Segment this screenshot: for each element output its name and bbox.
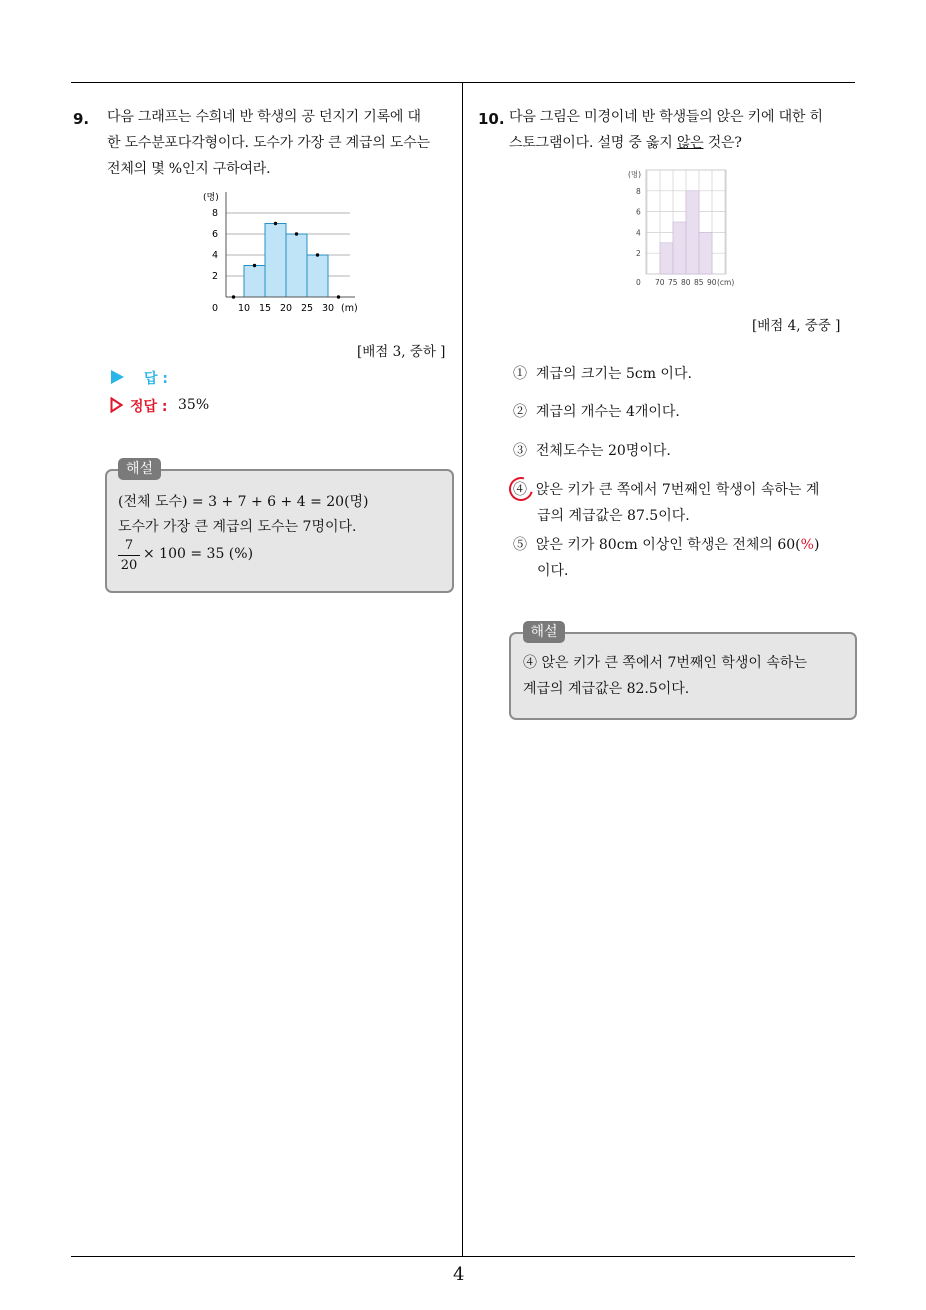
answer-arrow-icon [111,370,124,384]
q9-frequency-chart [195,190,365,320]
q10-histogram [628,168,758,288]
x-tick-label: 75 [668,278,678,287]
q9-line-3: 전체의 몇 %인지 구하여라. [107,161,271,177]
option-4-marker: ④ [513,482,527,498]
y-tick-label: 6 [212,229,219,240]
x-tick-label: 80 [681,278,691,287]
histogram-bar [286,234,307,297]
bottom-rule [71,1256,855,1257]
y-tick-label: 4 [636,228,641,238]
y-tick-label: 8 [212,208,219,219]
q9-chart-bars [244,224,328,298]
q10-line-2-start: 스토그램이다. 설명 중 옳지 [509,135,677,151]
option-3-marker: ③ [513,443,527,459]
x-tick-label: 90 [707,278,717,287]
q10-option-5-cont: 이다. [537,563,569,579]
q10-line-2-end: 것은? [703,135,742,151]
q10-question-text [509,104,854,156]
column-divider [462,82,463,1257]
y-tick-label: 8 [636,186,641,196]
q9-fraction [118,537,140,574]
polygon-point [274,222,277,225]
q9-score: [배점 3, 중하 ] [357,344,446,360]
q9-solution-tab: 해설 [118,458,161,480]
q10-solution-line-2: 계급의 계급값은 82.5이다. [523,681,690,697]
q10-option-5 [513,532,819,558]
histogram-bar [686,191,699,274]
x-tick-label: 30 [322,303,335,314]
y-axis-label: (명) [628,170,642,179]
option-4-text: 앉은 키가 큰 쪽에서 7번째인 학생이 속하는 계 [535,482,820,498]
correct-arrow-icon [110,397,123,413]
y-tick-label: 2 [636,249,641,259]
x-tick-label: 15 [259,303,272,314]
q10-option-3 [513,438,671,464]
q9-fraction-numerator: 7 [124,538,134,553]
q10-line-1: 다음 그림은 미경이네 반 학생들의 앉은 키에 대한 히 [509,109,823,125]
y-axis-label: (명) [203,193,219,203]
histogram-bar [307,255,328,297]
q10-number: 10. [478,110,505,128]
top-rule [71,82,855,83]
histogram-bar [265,224,286,298]
q10-option-4-cont: 급의 계급값은 87.5이다. [537,508,690,524]
x-tick-label: 70 [655,278,665,287]
histogram-bar [660,243,673,274]
q9-answer-label: 답 : [144,371,168,387]
q9-correct-value: 35% [178,397,210,413]
q9-number: 9. [73,110,90,128]
q9-question-text [107,104,457,182]
polygon-point [232,295,235,298]
q9-solution-line-3: × 100 = 35 (%) [143,546,254,562]
fraction-bar [118,555,140,556]
polygon-point [316,253,319,256]
x-axis-label: (m) [341,303,358,314]
y-tick-label: 6 [636,207,641,217]
histogram-bar [244,266,265,298]
x-axis-label: (cm) [717,278,735,287]
option-5-text: 앉은 키가 80cm 이상인 학생은 전체의 60( [535,537,801,553]
histogram-bar [673,222,686,274]
q10-option-2 [513,399,680,425]
y-tick-label: 2 [212,271,219,282]
x-tick-label: 25 [301,303,314,314]
q9-solution-line-2: 도수가 가장 큰 계급의 도수는 7명이다. [118,519,357,535]
option-5-percent: % [800,537,814,553]
q10-line-2 [509,130,854,156]
option-2-marker: ② [513,404,527,420]
option-3-text: 전체도수는 20명이다. [535,443,671,459]
y-tick-label: 4 [212,250,219,261]
q10-solution-tab: 해설 [523,621,565,643]
q10-solution-line-1: ④ 앉은 키가 큰 쪽에서 7번째인 학생이 속하는 [523,655,807,671]
q9-line-2: 한 도수분포다각형이다. 도수가 가장 큰 계급의 도수는 [107,135,430,151]
polygon-point [253,264,256,267]
q9-solution-line-1: (전체 도수) = 3 + 7 + 6 + 4 = 20(명) [118,494,369,510]
q10-underlined-word: 않은 [676,135,704,151]
option-1-marker: ① [513,366,527,382]
option-1-text: 계급의 크기는 5cm 이다. [535,366,692,382]
q10-option-4 [513,477,819,503]
q10-score: [배점 4, 중중 ] [752,318,841,334]
option-5-close: ) [813,537,820,553]
option-5-marker: ⑤ [513,537,527,553]
x-tick-label: 20 [280,303,293,314]
x-tick-label: 0 [212,303,219,314]
y-tick-label: 0 [636,278,641,287]
page-number: 4 [453,1264,465,1285]
q9-correct-label: 정답 : [130,399,168,415]
x-tick-label: 10 [238,303,251,314]
q9-fraction-denominator: 20 [120,558,138,573]
option-2-text: 계급의 개수는 4개이다. [535,404,680,420]
polygon-point [337,295,340,298]
q9-line-1: 다음 그래프는 수희네 반 학생의 공 던지기 기록에 대 [107,109,421,125]
polygon-point [295,232,298,235]
q10-option-1 [513,361,692,387]
histogram-bar [699,232,712,274]
x-tick-label: 85 [694,278,704,287]
